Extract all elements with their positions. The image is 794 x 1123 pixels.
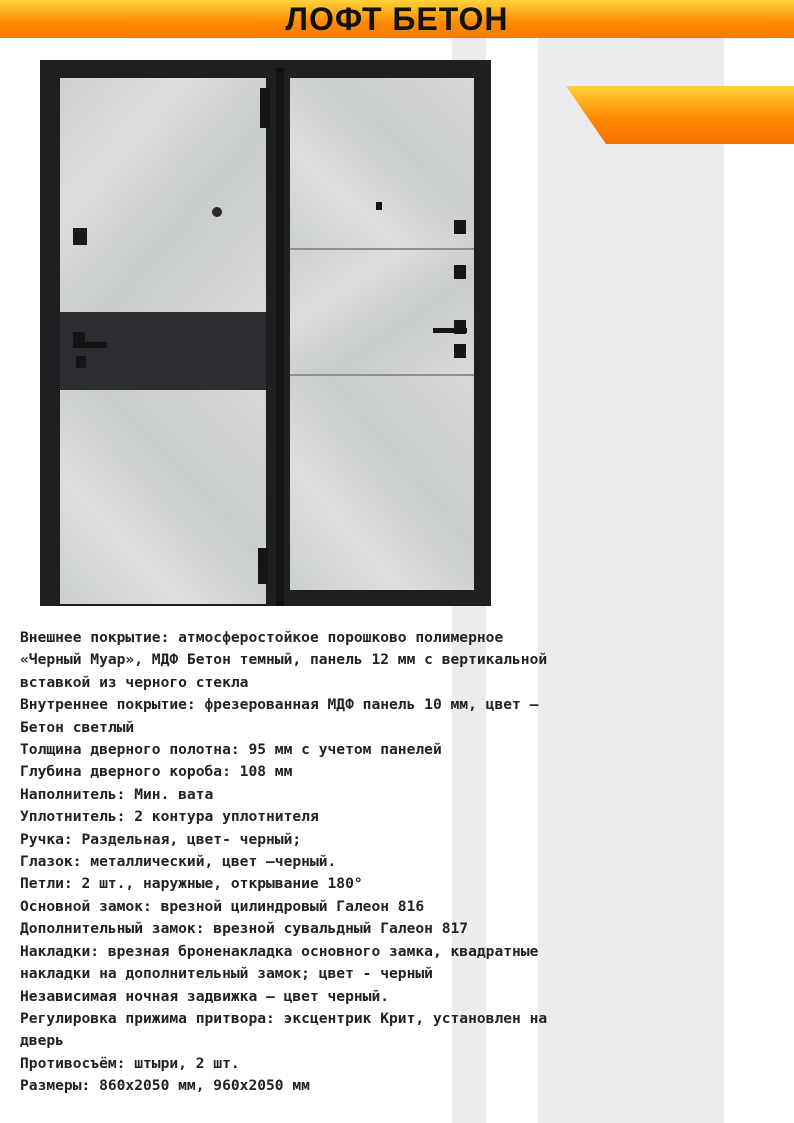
spec-line: Дополнительный замок: врезной сувальдный Галеон 817 xyxy=(20,920,469,938)
spec-line: «Черный Муар», МДФ Бетон темный, панель 12 мм с вертикальной xyxy=(20,651,548,669)
specifications-list xyxy=(20,627,780,1098)
spec-line: вставкой из черного стекла xyxy=(20,673,249,691)
spec-line: Внутреннее покрытие: фрезерованная МДФ панель 10 мм, цвет – xyxy=(20,696,539,714)
door-photo xyxy=(40,60,491,606)
spec-line: Петли: 2 шт., наружные, открывание 180° xyxy=(20,875,363,893)
spec-line: Регулировка прижима притвора: эксцентрик Крит, установлен на xyxy=(20,1009,548,1027)
spec-line: Основной замок: врезной цилиндровый Галеон 816 xyxy=(20,897,425,915)
spec-line: Ручка: Раздельная, цвет- черный; xyxy=(20,830,302,848)
spec-line: Глубина дверного короба: 108 мм xyxy=(20,763,293,781)
spec-line: Размеры: 860х2050 мм, 960х2050 мм xyxy=(20,1077,310,1095)
page-title: ЛОФТ БЕТОН xyxy=(285,1,509,37)
spec-line: Внешнее покрытие: атмосферостойкое порошково полимерное xyxy=(20,629,504,646)
spec-line: дверь xyxy=(20,1032,64,1050)
spec-line: Наполнитель: Мин. вата xyxy=(20,785,214,803)
spec-line: Накладки: врезная броненакладка основного замка, квадратные xyxy=(20,942,539,960)
spec-line: Глазок: металлический, цвет –черный. xyxy=(20,853,337,871)
spec-line: Толщина дверного полотна: 95 мм с учетом панелей xyxy=(20,741,442,759)
spec-line: Независимая ночная задвижка – цвет черный. xyxy=(20,987,390,1005)
spec-line: Противосъём: штыри, 2 шт. xyxy=(20,1054,240,1072)
orange-ribbon xyxy=(566,86,794,144)
spec-line: накладки на дополнительный замок; цвет - черный xyxy=(20,965,433,983)
spec-line: Бетон светлый xyxy=(20,718,135,736)
spec-line: Уплотнитель: 2 контура уплотнителя xyxy=(20,808,319,826)
